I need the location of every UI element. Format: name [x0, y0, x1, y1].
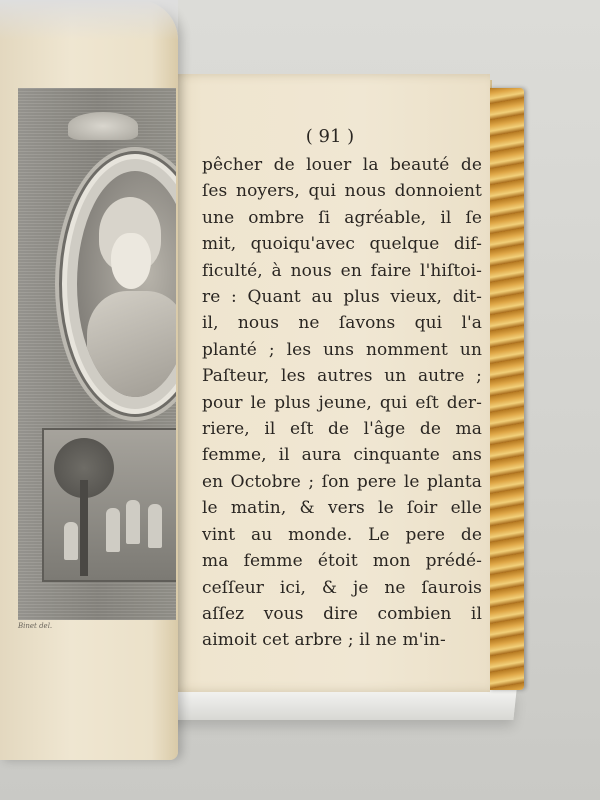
- engraved-plate: [18, 88, 176, 620]
- text-line: riere, il eſt de l'âge de ma: [202, 419, 482, 440]
- text-line: planté ; les uns nomment un: [202, 339, 482, 360]
- text-line: aſſez vous dire combien il: [202, 603, 482, 624]
- book-stand: [148, 690, 516, 720]
- text-line: femme, il aura cinquante ans: [202, 445, 482, 466]
- figure: [126, 500, 140, 544]
- text-line: ceſſeur ici, & je ne ſaurois: [202, 577, 482, 598]
- portrait-face: [111, 233, 151, 289]
- tree-trunk: [80, 480, 88, 576]
- figure: [106, 508, 120, 552]
- page-curl-shadow: [0, 0, 178, 40]
- portrait-background: [77, 171, 176, 397]
- figure: [148, 504, 162, 548]
- page-number: ( 91 ): [305, 126, 355, 147]
- gilt-edge: [488, 88, 524, 690]
- text-line: une ombre ſi agréable, il ſe: [202, 207, 482, 228]
- left-page: [0, 0, 178, 760]
- plate-caption: Binet del.: [18, 622, 53, 630]
- right-page: [170, 74, 490, 692]
- text-line: ma femme étoit mon prédé-: [202, 551, 482, 572]
- text-line: Paſteur, les autres un autre ;: [202, 366, 482, 387]
- text-line: en Octobre ; ſon pere le planta: [202, 471, 482, 492]
- text-line: le matin, & vers le ſoir elle: [202, 498, 482, 519]
- portrait-body: [87, 291, 176, 397]
- text-line: aimoit cet arbre ; il ne m'in-: [202, 630, 446, 651]
- text-line: mit, quoiqu'avec quelque dif-: [202, 234, 482, 255]
- text-line: re : Quant au plus vieux, dit-: [202, 287, 482, 308]
- figure: [64, 522, 78, 560]
- text-line: ficulté, à nous en faire l'hiſtoi-: [202, 260, 482, 281]
- page-text: [202, 152, 482, 654]
- text-line: vint au monde. Le pere de: [202, 524, 482, 545]
- text-line: pour le plus jeune, qui eſt der-: [202, 392, 482, 413]
- text-line: il, nous ne ſavons qui l'a: [202, 313, 482, 334]
- text-line: ſes noyers, qui nous donnoient: [202, 181, 482, 202]
- ribbon-ornament: [68, 112, 138, 140]
- text-line: pêcher de louer la beauté de: [202, 155, 482, 175]
- pastoral-scene-panel: [42, 428, 176, 582]
